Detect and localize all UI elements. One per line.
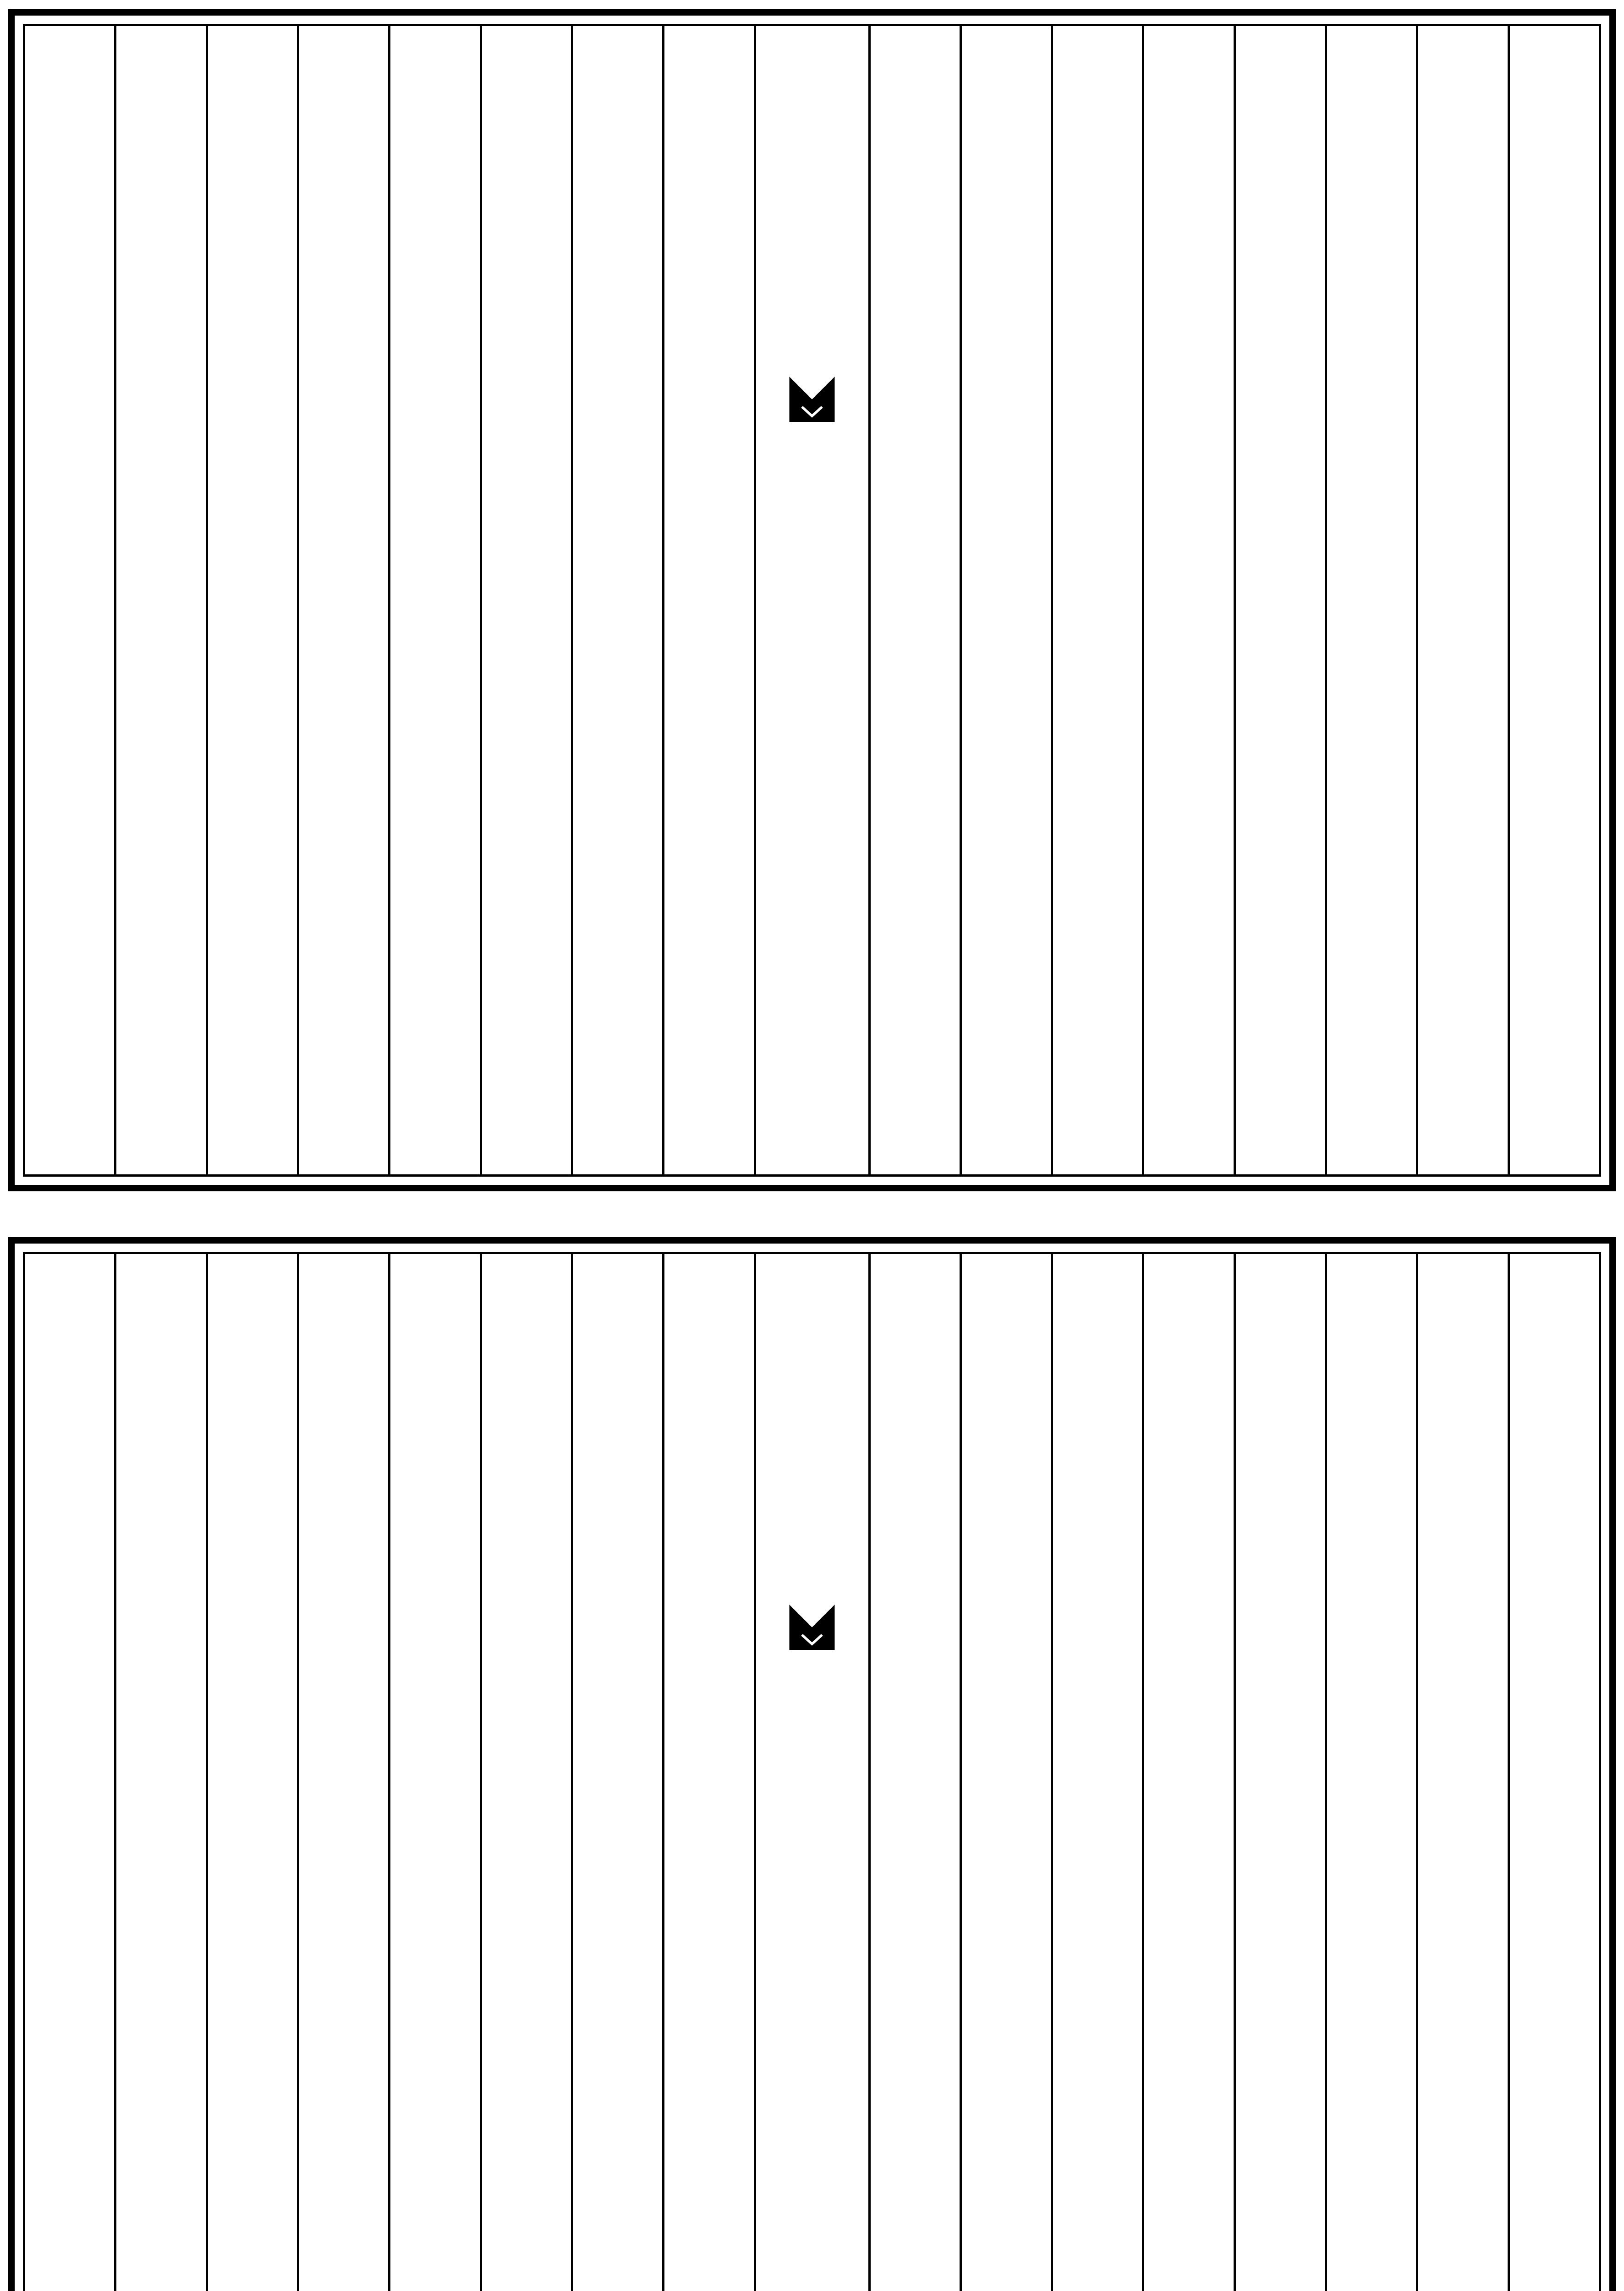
text-column <box>1325 1254 1416 2291</box>
text-column <box>388 1254 479 2291</box>
text-column <box>480 26 571 1174</box>
text-column <box>206 1254 297 2291</box>
top-page <box>8 9 1616 1191</box>
text-column <box>1234 26 1325 1174</box>
text-column <box>571 26 662 1174</box>
text-column <box>1234 1254 1325 2291</box>
text-column <box>1051 26 1142 1174</box>
bottom-page <box>8 1237 1616 2291</box>
text-column <box>114 1254 205 2291</box>
text-column <box>25 1254 114 2291</box>
center-strip <box>754 1254 868 2291</box>
text-column <box>1142 26 1233 1174</box>
text-column <box>1508 1254 1599 2291</box>
text-column <box>571 1254 662 2291</box>
fish-tail-icon <box>787 1600 837 1650</box>
text-column <box>114 26 205 1174</box>
text-column <box>1142 1254 1233 2291</box>
center-strip <box>754 26 868 1174</box>
text-column <box>1508 26 1599 1174</box>
text-column <box>480 1254 571 2291</box>
top-page-columns <box>25 26 1599 1174</box>
text-column <box>1051 1254 1142 2291</box>
text-column <box>960 26 1051 1174</box>
text-column <box>297 26 388 1174</box>
text-column <box>297 1254 388 2291</box>
text-column <box>960 1254 1051 2291</box>
top-page-frame <box>23 24 1601 1177</box>
text-column <box>868 1254 960 2291</box>
text-column <box>662 1254 753 2291</box>
bottom-page-columns <box>25 1254 1599 2291</box>
text-column <box>388 26 479 1174</box>
text-column <box>25 26 114 1174</box>
bottom-page-frame <box>23 1252 1601 2291</box>
text-column <box>1416 1254 1507 2291</box>
fish-tail-icon <box>787 372 837 422</box>
text-column <box>868 26 960 1174</box>
text-column <box>662 26 753 1174</box>
text-column <box>1416 26 1507 1174</box>
text-column <box>206 26 297 1174</box>
text-column <box>1325 26 1416 1174</box>
